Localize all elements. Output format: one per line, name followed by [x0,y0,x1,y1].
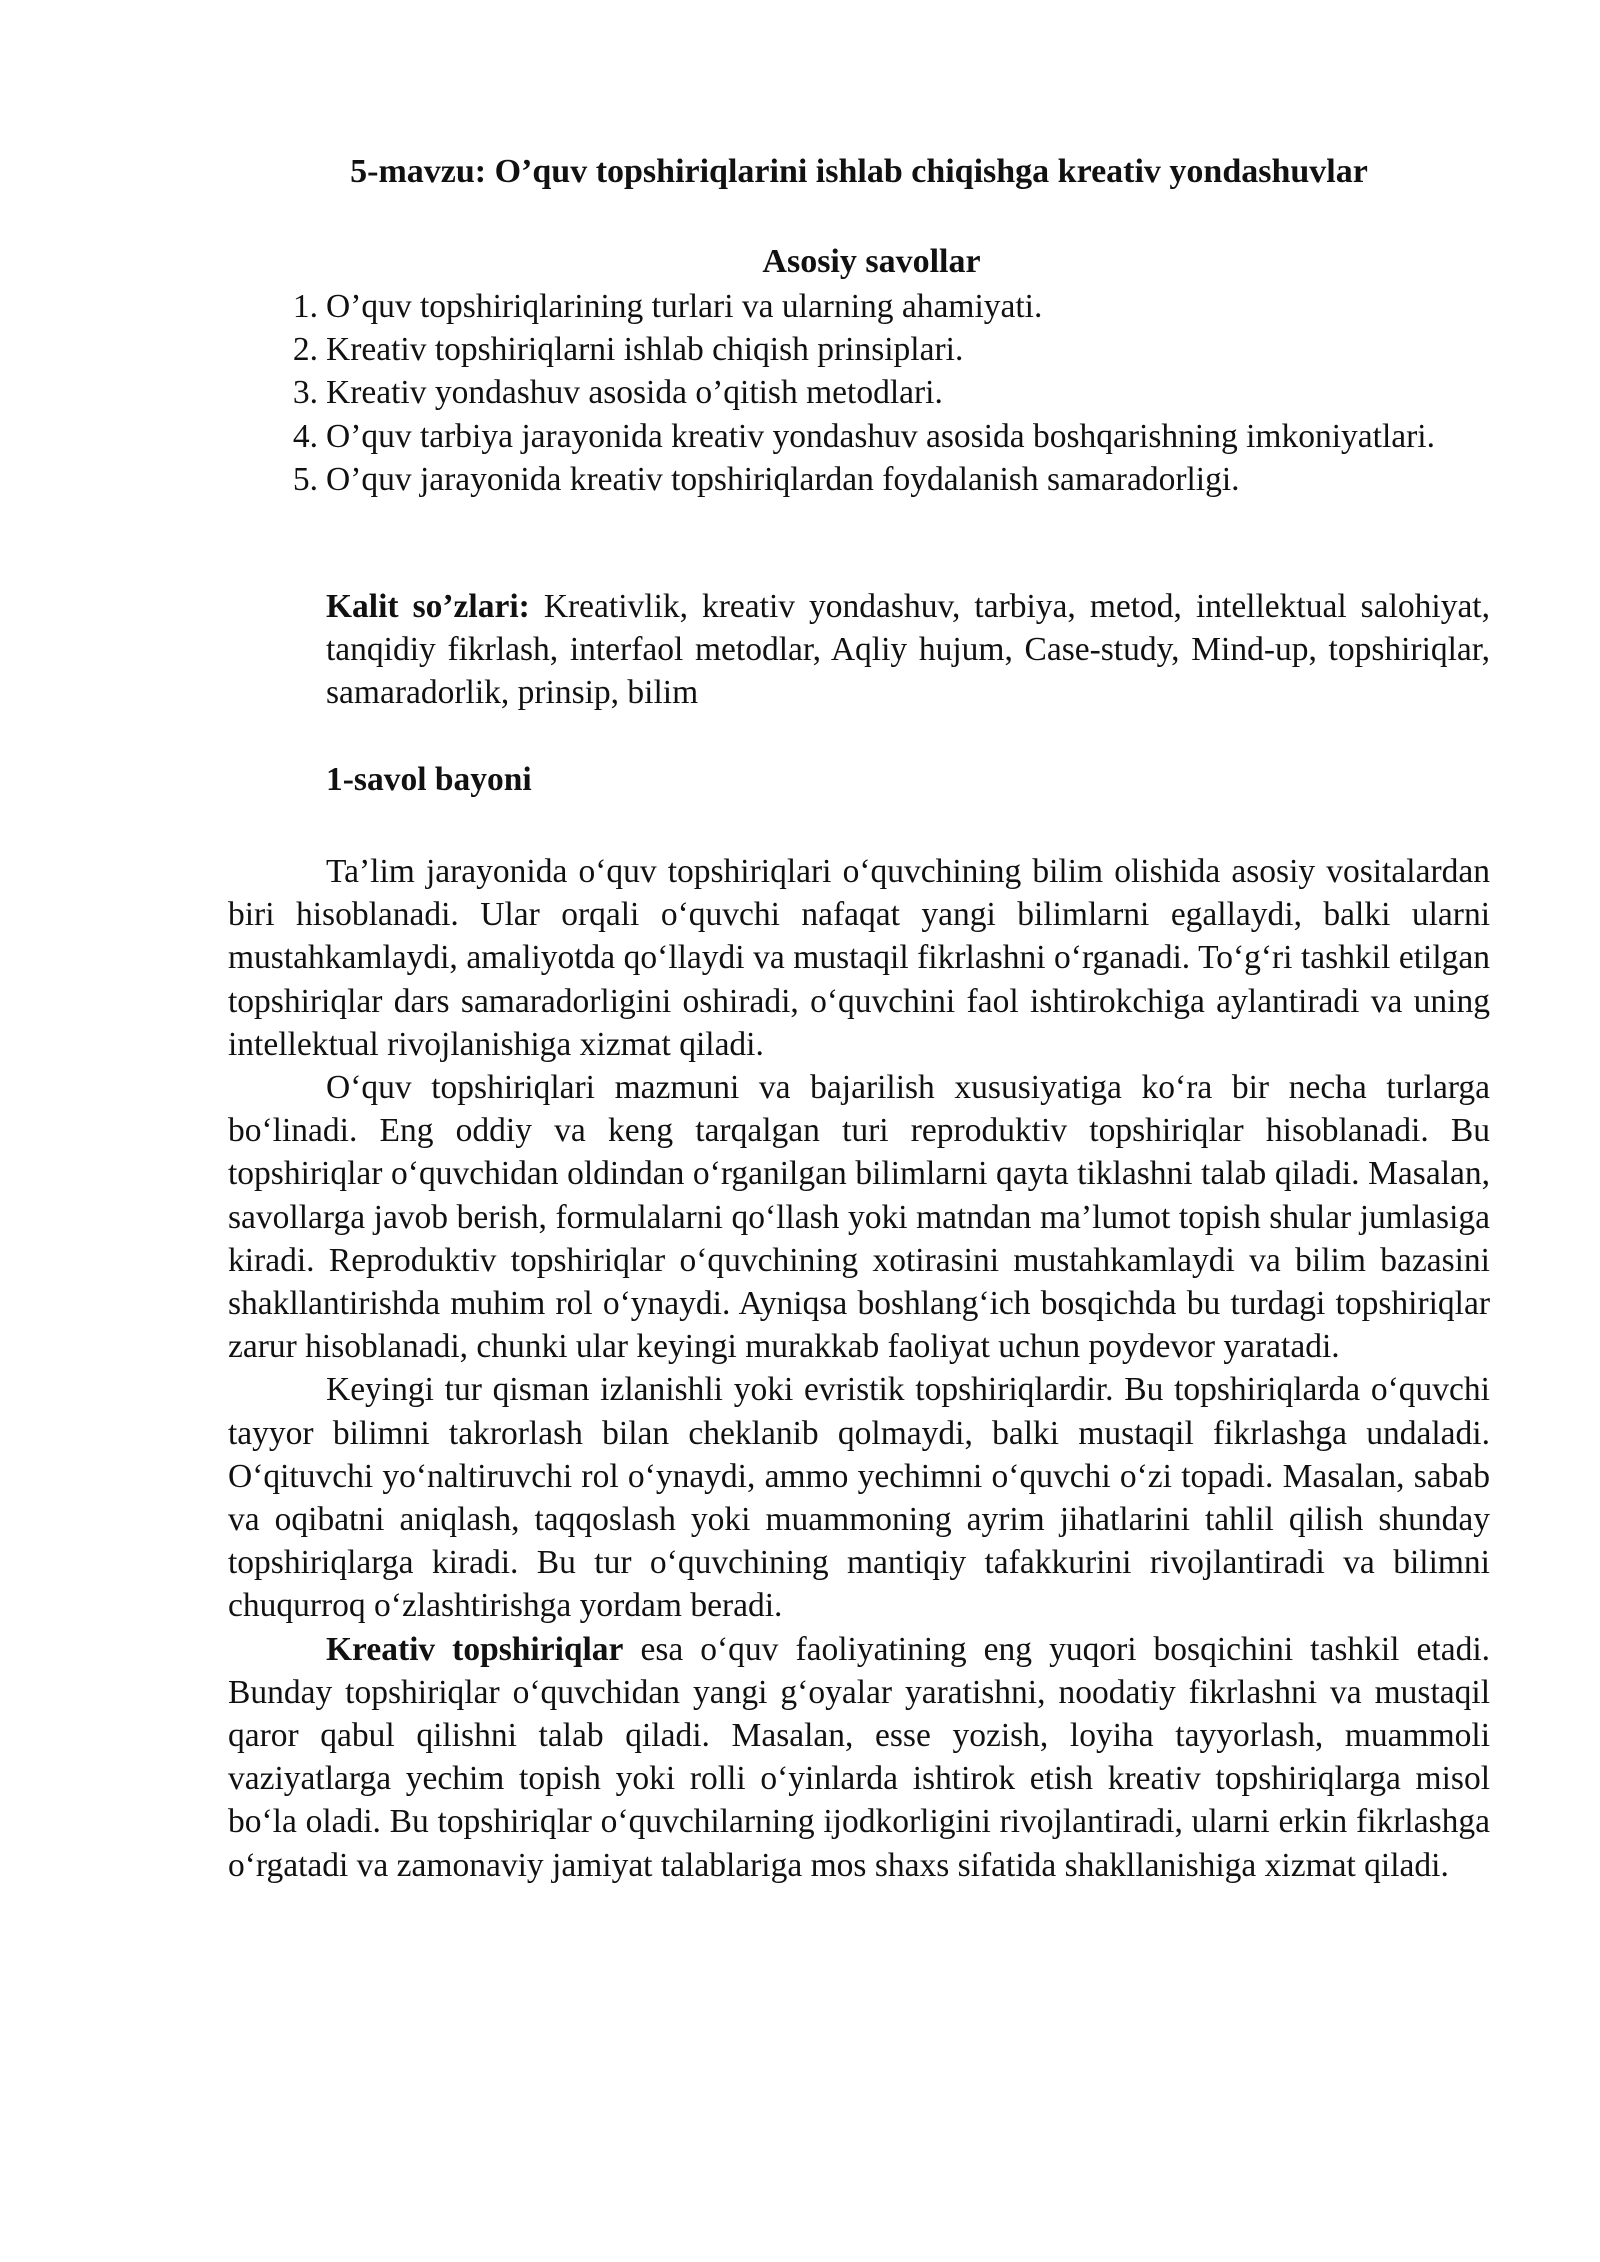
list-number: 2. [292,331,318,369]
paragraph-2: O‘quv topshiriqlari mazmuni va bajarilish xususiyatiga ko‘ra bir necha turlarga bo‘linadi. Eng oddiy va keng tarqalgan turi reproduktiv topshiriqlar hisoblanadi. Bu topshiriqlar o‘quvchidan oldindan o‘rganilgan bilimlarni qayta tiklashni talab qiladi. Masalan, savollarga javob berish, formulalarni qo‘llash yoki matndan ma’lumot topish shular jumlasiga kiradi. Reproduktiv topshiriqlar o‘quvchining xotirasini mustahkamlaydi va bilim bazasini shakllantirishda muhim rol o‘ynaydi. Ayniqsa boshlang‘ich bosqichda bu turdagi topshiriqlar zarur hisoblanadi, chunki ular keyingi murakkab faoliyat uchun poydevor yaratadi. [228,1069,1490,1366]
paragraph-1: Ta’lim jarayonida o‘quv topshiriqlari o‘quvchining bilim olishida asosiy vositalardan biri hisoblanadi. Ular orqali o‘quvchi nafaqat yangi bilimlarni egallaydi, balki ularni mustahkamlaydi, amaliyotda qo‘llaydi va mustaqil fikrlashni o‘rganadi. To‘g‘ri tashkil etilgan topshiriqlar dars samaradorligini oshiradi, o‘quvchini faol ishtirokchiga aylantiradi va uning intellektual rivojlanishiga xizmat qiladi. [228,853,1490,1063]
list-item [278,371,1490,414]
list-item-text: O’quv tarbiya jarayonida kreativ yondashuv asosida boshqarishning imkoniyatlari. [326,417,1435,455]
keywords-label: Kalit so’zlari: [326,588,530,625]
list-number: 5. [292,460,318,498]
list-item [278,285,1490,328]
paragraph-4-bold-term: Kreativ topshiriqlar [326,1630,624,1668]
paragraph-3: Keyingi tur qisman izlanishli yoki evristik topshiriqlardir. Bu topshiriqlarda o‘quvchi tayyor bilimni takrorlash bilan cheklanib qolmaydi, balki mustaqil fikrlashga undaladi. O‘qituvchi yo‘naltiruvchi rol o‘ynaydi, ammo yechimni o‘quvchi o‘zi topadi. Masalan, sabab va oqibatni aniqlash, taqqoslash yoki muammoning ayrim jihatlarini tahlil qilish shunday topshiriqlarga kiradi. Bu tur o‘quvchining mantiqiy tafakkurini rivojlantiradi va bilimni chuqurroq o‘zlashtirishga yordam beradi. [228,1371,1490,1625]
keywords-text: Kreativlik, kreativ yondashuv, tarbiya, metod, intellektual salohiyat, tanqidiy fikrlash, interfaol metodlar, Aqliy hujum, Case-study, Mind-up, topshiriqlar, samaradorlik, prinsip, bilim [326,588,1490,712]
questions-list [278,285,1490,501]
list-item-text: O’quv topshiriqlarining turlari va ularning ahamiyati. [326,288,1043,325]
paragraph-4 [228,1628,1490,1887]
list-item [278,458,1490,501]
keywords-paragraph [326,585,1490,715]
list-number: 1. [292,288,318,325]
list-item [278,415,1490,458]
list-number: 3. [292,374,318,412]
list-item-text: O’quv jarayonida kreativ topshiriqlardan foydalanish samaradorligi. [326,460,1240,498]
list-number: 4. [292,417,318,455]
body-paragraphs [228,850,1490,1887]
section-heading: 1-savol bayoni [326,761,532,798]
document-title: 5-mavzu: O’quv topshiriqlarini ishlab chiqishga kreativ yondashuvlar [350,153,1368,190]
questions-heading: Asosiy savollar [762,243,981,280]
paragraph-4-text: esa o‘quv faoliyatining eng yuqori bosqichini tashkil etadi. Bunday topshiriqlar o‘quvchidan yangi g‘oyalar yaratishni, noodatiy fikrlashni va mustaqil qaror qabul qilishni talab qiladi. Masalan, esse yozish, loyiha tayyorlash, muammoli vaziyatlarga yechim topish yoki rolli o‘yinlarda ishtirok etish kreativ topshiriqlarga misol bo‘la oladi. Bu topshiriqlar o‘quvchilarning ijodkorligini rivojlantiradi, ularni erkin fikrlashga o‘rgatadi va zamonaviy jamiyat talablariga mos shaxs sifatida shakllanishiga xizmat qiladi. [228,1630,1490,1884]
list-item [278,328,1490,371]
list-item-text: Kreativ yondashuv asosida o’qitish metodlari. [326,374,943,412]
list-item-text: Kreativ topshiriqlarni ishlab chiqish prinsiplari. [326,331,964,369]
